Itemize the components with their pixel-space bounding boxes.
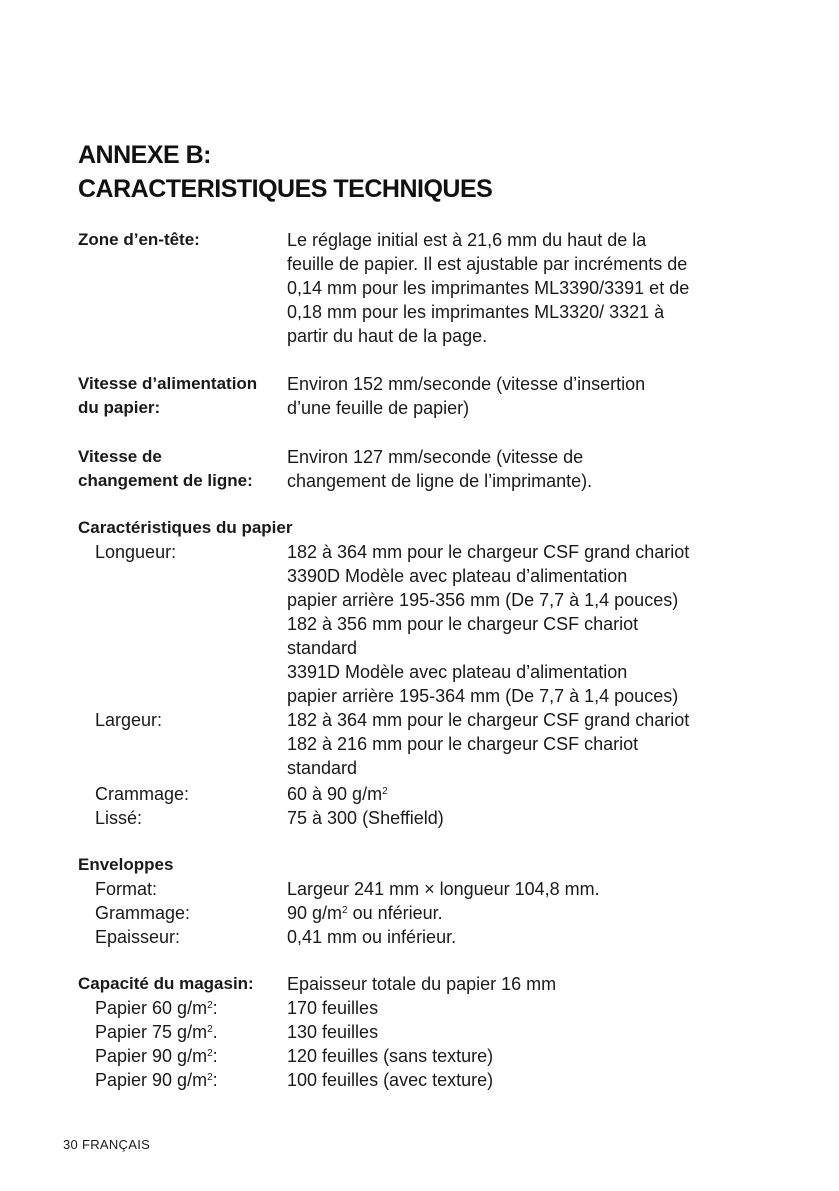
value-text: 90 g/m [287,903,343,923]
value-line: 3391D Modèle avec plateau d’alimentation [287,662,628,682]
label-text: Papier 60 g/m [95,998,208,1018]
label-line: Vitesse de [78,447,162,466]
value-line: d’une feuille de papier) [287,398,470,418]
spec-value [287,540,757,708]
value-line: papier arrière 195-364 mm (De 7,7 à 1,4 pouces) [287,686,679,706]
spec-value: 75 à 300 (Sheffield) [287,808,444,828]
title-line-2: CARACTERISTIQUES TECHNIQUES [78,175,493,203]
spec-label [78,372,283,420]
superscript: 2 [342,905,348,916]
spec-label: Grammage: [95,903,191,923]
label-line: changement de ligne: [78,471,253,490]
title-line-1: ANNEXE B: [78,141,212,169]
label-line: Vitesse d’alimentation [78,374,258,393]
spec-value [287,708,757,780]
spec-label: Zone d’en-tête: [78,230,200,249]
spec-label [95,1020,300,1044]
section-heading-enveloppes: Enveloppes [78,855,174,874]
value-line: 182 à 356 mm pour le chargeur CSF chariot [287,614,639,634]
value-line: changement de ligne de l’imprimante). [287,471,593,491]
spec-label [95,996,300,1020]
value-line: 3390D Modèle avec plateau d’alimentation [287,566,628,586]
label-text: Papier 90 g/m [95,1070,208,1090]
value-line: Le réglage initial est à 21,6 mm du haut de la [287,230,647,250]
spec-label: Format: [95,879,158,899]
section-heading-papier: Caractéristiques du papier [78,518,293,537]
label-punct: : [212,998,218,1018]
label-line: du papier: [78,398,161,417]
spec-value [287,445,757,493]
spec-label [95,1044,300,1068]
value-line: partir du haut de la page. [287,326,488,346]
superscript: 2 [382,786,388,797]
spec-label: Epaisseur: [95,927,181,947]
spec-label: Longueur: [95,542,177,562]
value-line: standard [287,638,358,658]
spec-value [287,228,757,348]
spec-label [95,1068,300,1092]
value-line: feuille de papier. Il est ajustable par incréments de [287,254,688,274]
page-title [78,138,492,206]
spec-value: 100 feuilles (avec texture) [287,1070,494,1090]
spec-value [287,901,757,925]
spec-value: 170 feuilles [287,998,379,1018]
spec-value: 130 feuilles [287,1022,379,1042]
value-line: 0,18 mm pour les imprimantes ML3320/ 3321 à [287,302,665,322]
value-line: 182 à 364 mm pour le chargeur CSF grand chariot [287,710,690,730]
spec-value: Epaisseur totale du papier 16 mm [287,974,557,994]
spec-value: 120 feuilles (sans texture) [287,1046,494,1066]
value-line: papier arrière 195-356 mm (De 7,7 à 1,4 pouces) [287,590,679,610]
spec-label: Lissé: [95,808,143,828]
spec-value [287,782,757,806]
spec-label: Largeur: [95,710,163,730]
value-line: 182 à 364 mm pour le chargeur CSF grand chariot [287,542,690,562]
value-text: ou nférieur. [347,903,443,923]
value-line: Environ 152 mm/seconde (vitesse d’insertion [287,374,646,394]
label-punct: : [212,1046,218,1066]
spec-value: Largeur 241 mm × longueur 104,8 mm. [287,879,600,899]
superscript: 2 [207,1024,213,1035]
label-text: Papier 75 g/m [95,1022,208,1042]
value-line: Environ 127 mm/seconde (vitesse de [287,447,584,467]
label-punct: : [212,1070,218,1090]
superscript: 2 [207,1048,213,1059]
spec-label [78,445,283,493]
value-line: 182 à 216 mm pour le chargeur CSF chariot [287,734,639,754]
spec-label: Capacité du magasin: [78,974,254,993]
value-text: 60 à 90 g/m [287,784,383,804]
spec-label: Crammage: [95,784,190,804]
page-footer: 30 FRANÇAIS [63,1137,151,1152]
superscript: 2 [207,1072,213,1083]
label-text: Papier 90 g/m [95,1046,208,1066]
value-line: 0,14 mm pour les imprimantes ML3390/3391 et de [287,278,690,298]
value-line: standard [287,758,358,778]
superscript: 2 [207,1000,213,1011]
spec-value: 0,41 mm ou inférieur. [287,927,457,947]
label-punct: . [212,1022,218,1042]
spec-value [287,372,757,420]
